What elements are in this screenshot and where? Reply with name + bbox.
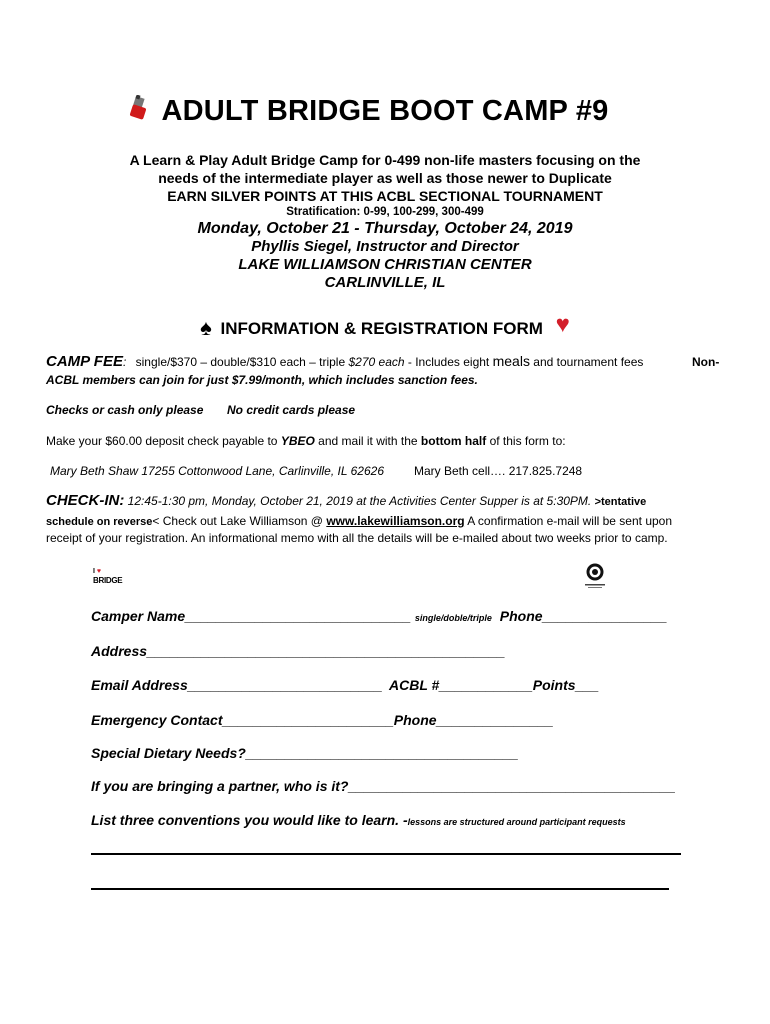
contact-cell: Mary Beth cell…. 217.825.7248: [414, 464, 583, 478]
event-venue: LAKE WILLIAMSON CHRISTIAN CENTER: [238, 256, 532, 273]
checkin-label: CHECK-IN:: [46, 492, 125, 509]
lake-williamson-link[interactable]: www.lakewilliamson.org: [326, 514, 465, 528]
checks-note: Checks or cash only please: [46, 403, 204, 417]
i-love-bridge-logo: [93, 568, 127, 590]
occupancy-options: single/doble/triple: [414, 613, 492, 623]
form-title: [0, 311, 770, 341]
form-title-text: INFORMATION & REGISTRATION FORM: [220, 319, 543, 338]
camp-fee-label: CAMP FEE: [46, 353, 123, 370]
checkin-line-3: receipt of your registration. An informational memo with all the details will be e-mailed about two weeks prior to camp.: [46, 531, 668, 545]
stratification: Stratification: 0-99, 100-299, 300-499: [286, 206, 484, 218]
camp-fee-line: [46, 353, 726, 370]
emergency-contact-field[interactable]: Emergency Contact______________________Phone_______________: [91, 712, 554, 728]
deposit-mid: and mail it with the: [314, 434, 421, 448]
event-dates: Monday, October 21 - Thursday, October 24, 2019: [197, 220, 573, 237]
email-field[interactable]: Email Address_________________________: [91, 677, 383, 693]
checkin-details: 12:45-1:30 pm, Monday, October 21, 2019 at the Activities Center Supper is at 5:30PM.: [124, 494, 595, 508]
camp-fee-includes-post: and tournament fees: [529, 355, 644, 369]
checkin-line-1: [46, 492, 746, 509]
checkin-line-2: [46, 514, 746, 528]
checkin-checkout: < Check out Lake Williamson @: [152, 514, 327, 528]
conventions-answer-line-2[interactable]: [91, 888, 669, 890]
acbl-points-field[interactable]: ACBL #____________Points___: [389, 677, 599, 693]
heart-icon: ♥: [555, 311, 570, 338]
conventions-note: lessons are structured around participant requests: [407, 817, 626, 827]
subtitle-line-3: EARN SILVER POINTS AT THIS ACBL SECTIONAL TOURNAMENT: [167, 188, 603, 204]
subtitle-line-1: A Learn & Play Adult Bridge Camp for 0-499 non-life masters focusing on the: [129, 152, 641, 168]
camp-fee-non: Non-: [692, 355, 720, 369]
phone-label: Phone________________: [499, 608, 668, 624]
i-love-bridge-i: I: [93, 568, 95, 575]
page-title: ADULT BRIDGE BOOT CAMP #9: [161, 95, 609, 127]
acbl-emblem-icon: [582, 562, 608, 590]
camp-fee-prices: single/$370 – double/$310 each – triple: [135, 355, 346, 369]
deposit-line: [46, 433, 566, 449]
event-city: CARLINVILLE, IL: [324, 274, 446, 291]
checkin-schedule: schedule on reverse: [46, 516, 153, 528]
camper-name-label: Camper Name_____________________________: [91, 608, 411, 624]
camp-fee-includes-pre: - Includes eight: [404, 355, 493, 369]
conventions-answer-line-1[interactable]: [91, 853, 681, 855]
non-acbl-note: ACBL members can join for just $7.99/month, which includes sanction fees.: [46, 373, 478, 387]
camp-fee-colon: :: [122, 355, 127, 369]
checkin-tentative: >tentative: [594, 496, 647, 508]
deposit-post: of this form to:: [486, 434, 566, 448]
deposit-payee: YBEO: [280, 434, 315, 448]
deposit-pre: Make your $60.00 deposit check payable to: [46, 434, 281, 448]
subtitle-line-2: needs of the intermediate player as well as those newer to Duplicate: [158, 170, 612, 186]
conventions-field[interactable]: [91, 812, 626, 828]
i-love-bridge-heart-icon: ♥: [96, 568, 102, 575]
camper-name-field[interactable]: [91, 608, 667, 624]
conventions-label: List three conventions you would like to learn. -: [91, 812, 408, 828]
deposit-bottom-half: bottom half: [420, 434, 487, 448]
camp-fee-meals: meals: [492, 353, 530, 369]
spade-icon: ♠: [200, 315, 212, 340]
address-field[interactable]: Address______________________________________________: [91, 643, 506, 659]
camp-fee-triple: $270 each: [348, 355, 405, 369]
mailing-address: Mary Beth Shaw 17255 Cottonwood Lane, Carlinville, IL 62626: [50, 464, 384, 478]
partner-field[interactable]: If you are bringing a partner, who is it?__________________________________________: [91, 778, 676, 794]
event-instructor: Phyllis Siegel, Instructor and Director: [251, 238, 519, 255]
no-credit-note: No credit cards please: [227, 403, 356, 417]
dietary-needs-field[interactable]: Special Dietary Needs?___________________________________: [91, 745, 519, 761]
i-love-bridge-word: BRIDGE: [93, 576, 123, 585]
checkin-confirm: A confirmation e-mail will be sent upon: [464, 514, 673, 528]
